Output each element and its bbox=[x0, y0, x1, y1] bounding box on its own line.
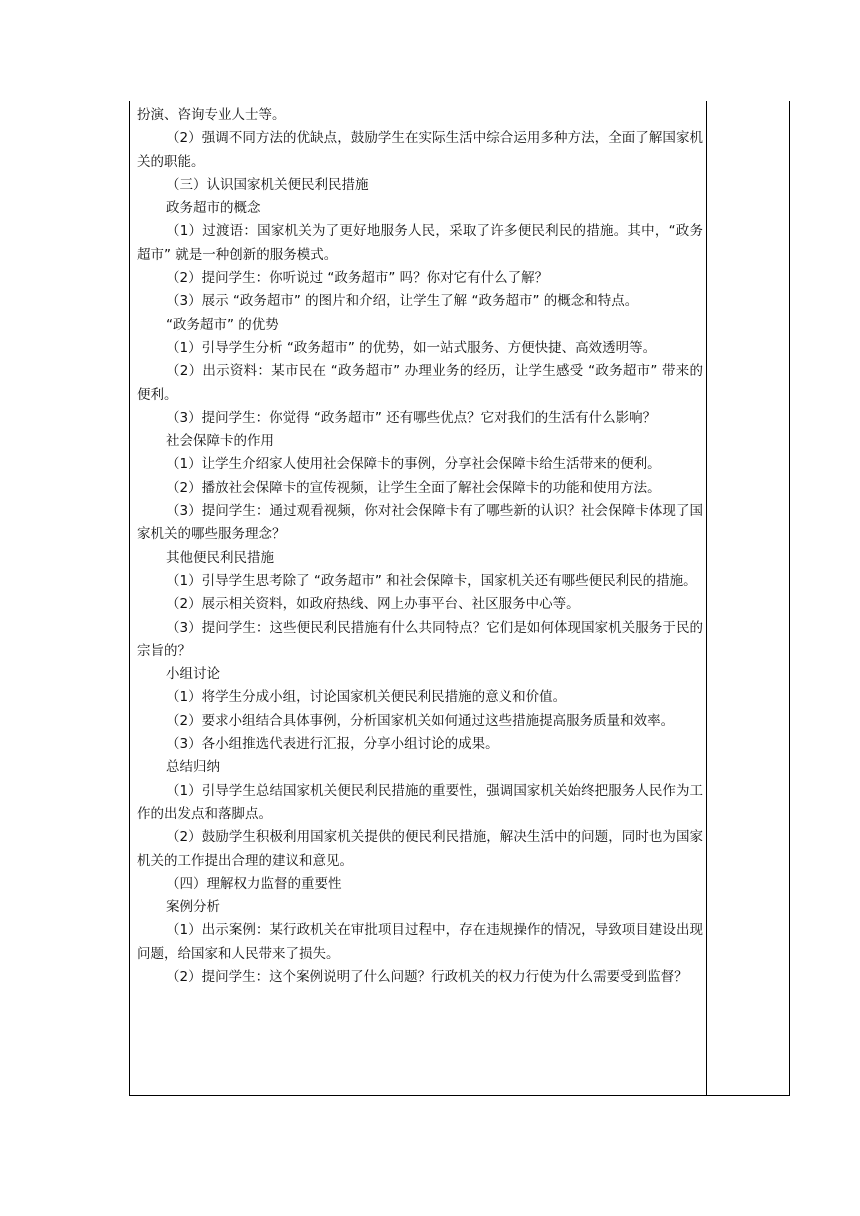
section-heading: （三）认识国家机关便民利民措施 bbox=[166, 176, 369, 193]
paragraph: （1）过渡语：国家机关为了更好地服务人民，采取了许多便民利民的措施。其中，“政务超市” 就是一种创新的服务模式。 bbox=[137, 223, 703, 263]
subsection-title: 小组讨论 bbox=[166, 666, 220, 683]
paragraph: （1）让学生介绍家人使用社会保障卡的事例，分享社会保障卡给生活带来的便利。 bbox=[166, 456, 661, 473]
paragraph: （1）将学生分成小组，讨论国家机关便民利民措施的意义和价值。 bbox=[166, 689, 567, 706]
table-column-divider bbox=[706, 101, 707, 1096]
subsection-title: 总结归纳 bbox=[166, 759, 220, 776]
paragraph: （2）强调不同方法的优缺点，鼓励学生在实际生活中综合运用多种方法，全面了解国家机关的职能。 bbox=[137, 130, 703, 170]
paragraph: 扮演、咨询专业人士等。 bbox=[137, 107, 286, 123]
subsection-title: 社会保障卡的作用 bbox=[166, 433, 274, 450]
paragraph: （2）提问学生：这个案例说明了什么问题？行政机关的权力行使为什么需要受到监督？ bbox=[166, 968, 688, 985]
paragraph: （1）引导学生总结国家机关便民利民措施的重要性，强调国家机关始终把服务人民作为工作的出发点和落脚点。 bbox=[137, 782, 703, 822]
paragraph: （3）展示 “政务超市” 的图片和介绍，让学生了解 “政务超市” 的概念和特点。 bbox=[166, 293, 639, 310]
subsection-title: 政务超市的概念 bbox=[166, 200, 261, 217]
paragraph: （3）提问学生：这些便民利民措施有什么共同特点？它们是如何体现国家机关服务于民的宗旨的？ bbox=[137, 619, 703, 659]
paragraph: （2）鼓励学生积极利用国家机关提供的便民利民措施，解决生活中的问题，同时也为国家机关的工作提出合理的建议和意见。 bbox=[137, 829, 703, 869]
paragraph: （1）出示案例：某行政机关在审批项目过程中，存在违规操作的情况，导致项目建设出现问题，给国家和人民带来了损失。 bbox=[137, 922, 703, 962]
paragraph: （1）引导学生分析 “政务超市” 的优势，如一站式服务、方便快捷、高效透明等。 bbox=[166, 339, 657, 356]
paragraph: （2）提问学生：你听说过 “政务超市” 吗？你对它有什么了解？ bbox=[166, 270, 549, 287]
subsection-title: “政务超市” 的优势 bbox=[166, 316, 279, 333]
paragraph: （3）提问学生：你觉得 “政务超市” 还有哪些优点？它对我们的生活有什么影响？ bbox=[166, 409, 657, 426]
paragraph: （2）播放社会保障卡的宣传视频，让学生全面了解社会保障卡的功能和使用方法。 bbox=[166, 479, 661, 496]
paragraph: （3）各小组推选代表进行汇报，分享小组讨论的成果。 bbox=[166, 736, 499, 753]
lesson-content-cell bbox=[137, 104, 703, 989]
paragraph: （2）要求小组结合具体事例，分析国家机关如何通过这些措施提高服务质量和效率。 bbox=[166, 712, 675, 729]
paragraph: （3）提问学生：通过观看视频，你对社会保障卡有了哪些新的认识？社会保障卡体现了国家机关的哪些服务理念？ bbox=[137, 503, 703, 543]
section-heading: （四）理解权力监督的重要性 bbox=[166, 875, 342, 892]
paragraph: （1）引导学生思考除了 “政务超市” 和社会保障卡，国家机关还有哪些便民利民的措施。 bbox=[166, 572, 697, 589]
subsection-title: 案例分析 bbox=[166, 899, 220, 916]
paragraph: （2）出示资料：某市民在 “政务超市” 办理业务的经历，让学生感受 “政务超市” 带来的便利。 bbox=[137, 363, 703, 403]
subsection-title: 其他便民利民措施 bbox=[166, 549, 274, 566]
paragraph: （2）展示相关资料，如政府热线、网上办事平台、社区服务中心等。 bbox=[166, 596, 580, 613]
